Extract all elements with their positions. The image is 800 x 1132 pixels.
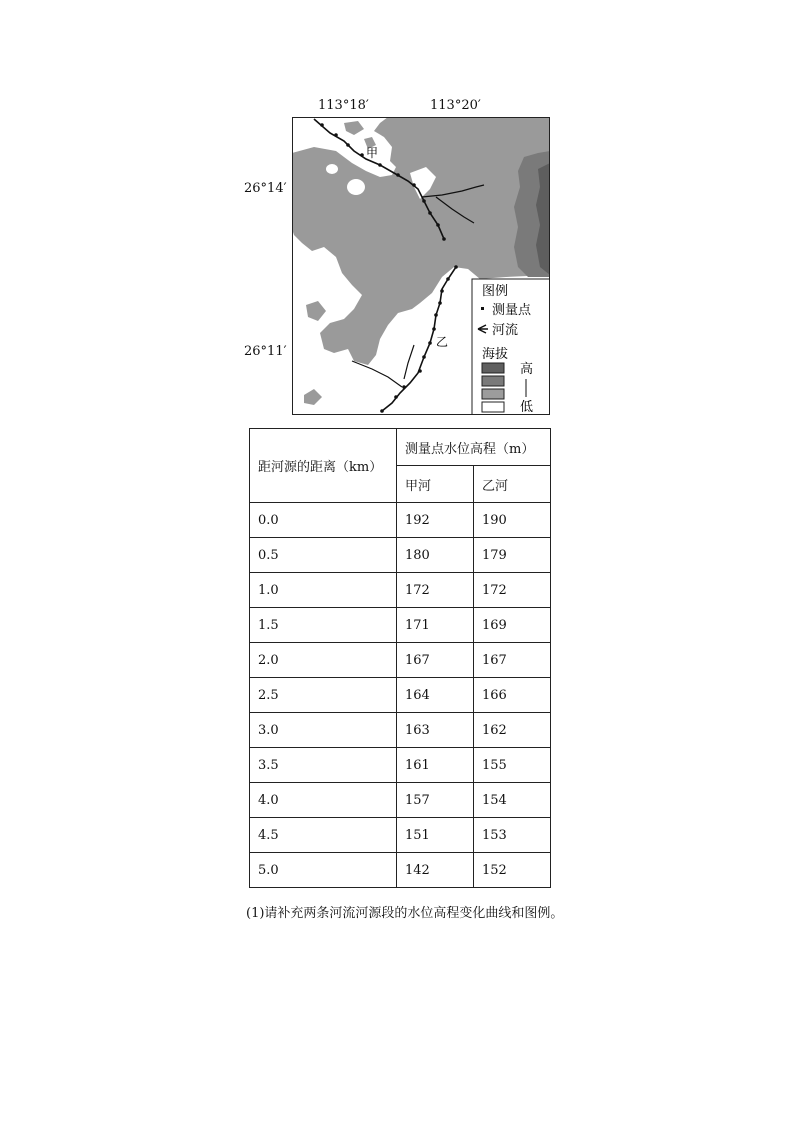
- measure-point: [360, 153, 364, 157]
- legend-title: 图例: [482, 284, 509, 299]
- table-cell-jia: 180: [397, 538, 474, 573]
- table-cell-jia: 142: [397, 853, 474, 888]
- table-cell-yi: 152: [474, 853, 551, 888]
- table-cell-jia: 172: [397, 573, 474, 608]
- legend-swatch-high: [482, 363, 504, 373]
- table-cell-yi: 166: [474, 678, 551, 713]
- table-cell-jia: 151: [397, 818, 474, 853]
- table-cell-d: 1.0: [250, 573, 397, 608]
- measure-point: [432, 327, 436, 331]
- measure-point: [380, 409, 384, 413]
- terrain-gap-3: [326, 164, 338, 174]
- river-yi-label: 乙: [436, 335, 449, 349]
- elevation-table: [249, 428, 551, 888]
- measure-point: [446, 277, 450, 281]
- header-distance: 距河源的距离（km）: [250, 429, 397, 503]
- table-cell-jia: 161: [397, 748, 474, 783]
- measure-point: [442, 237, 446, 241]
- measure-point: [438, 301, 442, 305]
- table-cell-yi: 179: [474, 538, 551, 573]
- table-cell-yi: 162: [474, 713, 551, 748]
- table-row: [250, 573, 551, 608]
- measure-point: [428, 341, 432, 345]
- table-row: [250, 538, 551, 573]
- legend-point-symbol: [481, 307, 484, 310]
- table-cell-yi: 190: [474, 503, 551, 538]
- table-row: [250, 608, 551, 643]
- measure-point: [434, 313, 438, 317]
- legend-swatch-midlow: [482, 389, 504, 399]
- question-text: (1)请补充两条河流河源段的水位高程变化曲线和图例。: [246, 906, 564, 921]
- measure-point: [346, 143, 350, 147]
- table-cell-d: 2.5: [250, 678, 397, 713]
- header-yi: 乙河: [474, 466, 551, 503]
- table-cell-d: 3.0: [250, 713, 397, 748]
- measure-point: [428, 211, 432, 215]
- table-row: [250, 713, 551, 748]
- table-cell-jia: 157: [397, 783, 474, 818]
- table-cell-yi: 169: [474, 608, 551, 643]
- table-cell-yi: 155: [474, 748, 551, 783]
- table-cell-d: 2.0: [250, 643, 397, 678]
- measure-point: [402, 385, 406, 389]
- lat-label-26-14: 26°14′: [244, 181, 287, 196]
- measure-point: [394, 395, 398, 399]
- measure-point: [320, 123, 324, 127]
- table-row: [250, 748, 551, 783]
- table-cell-yi: 154: [474, 783, 551, 818]
- terrain-gap-2: [347, 179, 365, 195]
- legend-elevation-title: 海拔: [482, 347, 509, 362]
- measure-point: [440, 289, 444, 293]
- table-cell-jia: 163: [397, 713, 474, 748]
- table-row: [250, 678, 551, 713]
- table-cell-d: 4.5: [250, 818, 397, 853]
- table-cell-d: 4.0: [250, 783, 397, 818]
- measure-point: [412, 183, 416, 187]
- table-cell-d: 0.5: [250, 538, 397, 573]
- lat-label-26-11: 26°11′: [244, 344, 287, 359]
- table-cell-d: 5.0: [250, 853, 397, 888]
- table-row: [250, 783, 551, 818]
- legend-high-label: 高: [520, 362, 534, 377]
- legend-river-label: 河流: [492, 323, 519, 338]
- measure-point: [454, 265, 458, 269]
- river-jia-label: 甲: [366, 146, 379, 160]
- lon-label-113-20: 113°20′: [430, 98, 481, 113]
- measure-point: [422, 199, 426, 203]
- table-cell-jia: 167: [397, 643, 474, 678]
- legend-swatch-low: [482, 402, 504, 412]
- measure-point: [422, 355, 426, 359]
- table-cell-jia: 192: [397, 503, 474, 538]
- table-row: [250, 503, 551, 538]
- table-row: [250, 853, 551, 888]
- lon-label-113-18: 113°18′: [318, 98, 369, 113]
- table-cell-d: 1.5: [250, 608, 397, 643]
- table-cell-yi: 172: [474, 573, 551, 608]
- table-cell-d: 3.5: [250, 748, 397, 783]
- measure-point: [396, 173, 400, 177]
- legend-swatch-mid: [482, 376, 504, 386]
- topographic-map: [292, 117, 550, 415]
- table-cell-jia: 171: [397, 608, 474, 643]
- table-cell-yi: 167: [474, 643, 551, 678]
- table-cell-yi: 153: [474, 818, 551, 853]
- header-elevation: 测量点水位高程（m）: [397, 429, 551, 466]
- table-row: [250, 818, 551, 853]
- legend-point-label: 测量点: [492, 303, 532, 318]
- measure-point: [418, 369, 422, 373]
- table-cell-d: 0.0: [250, 503, 397, 538]
- header-jia: 甲河: [397, 466, 474, 503]
- table-cell-jia: 164: [397, 678, 474, 713]
- measure-point: [378, 163, 382, 167]
- measure-point: [436, 223, 440, 227]
- measure-point: [334, 133, 338, 137]
- table-row: [250, 643, 551, 678]
- legend-low-label: 低: [520, 400, 534, 415]
